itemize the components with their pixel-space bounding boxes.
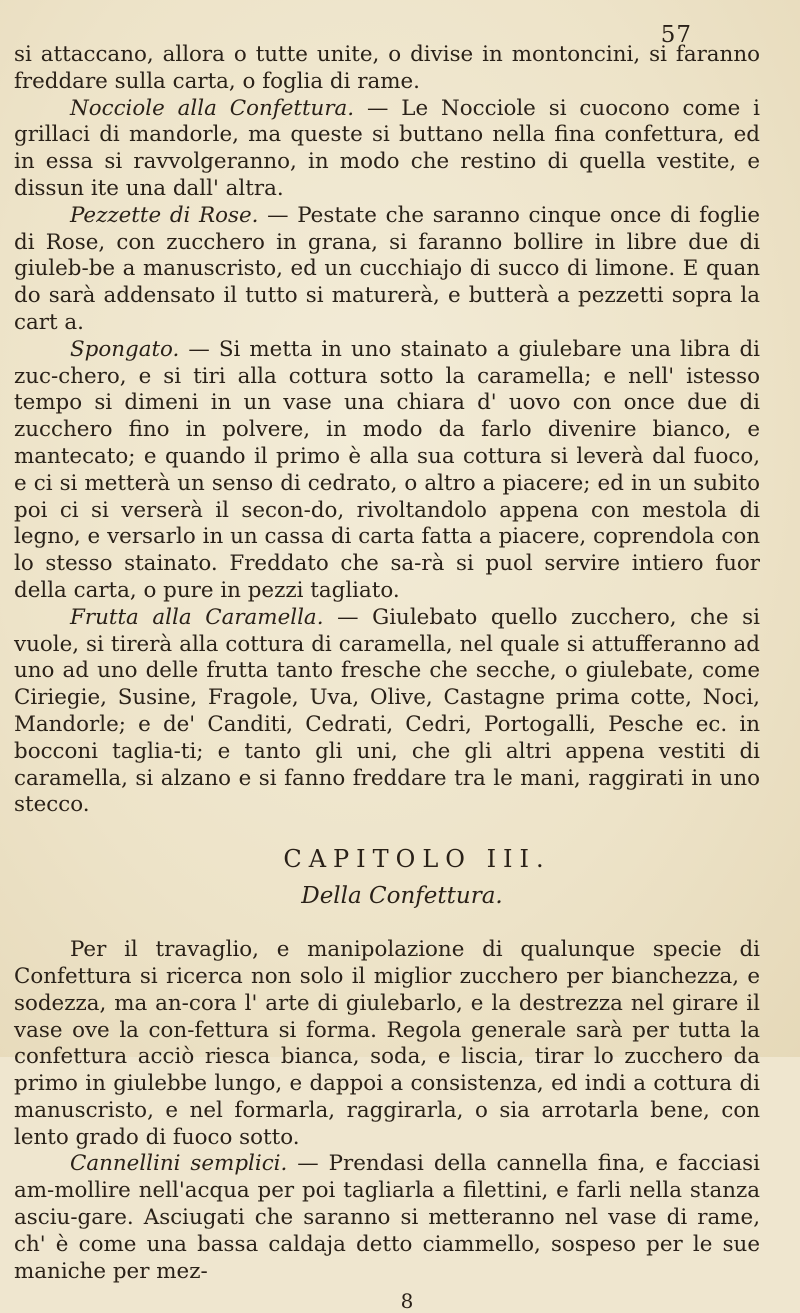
paragraph-text: si attaccano, allora o tutte unite, o divise in montoncini, si faranno freddare sulla carta, o foglia di rame. xyxy=(14,42,760,94)
paragraph-nocciole xyxy=(14,96,760,203)
recipe-heading: Pezzette di Rose. xyxy=(70,202,259,228)
paragraph-cannellini xyxy=(14,1151,760,1285)
paragraph-text: — Prendasi della cannella fina, e facciasi am-mollire nell'acqua per poi tagliarla a filettini, e farli nella stanza asciu-gare. Asciugati che saranno si metteranno nel vase di rame, ch' è come una bassa caldaja detto ciammello, sospeso per le sue maniche per mez- xyxy=(14,1151,760,1284)
recipe-heading: Spongato. xyxy=(70,336,180,362)
recipe-heading: Nocciole alla Confettura. xyxy=(70,95,355,121)
paragraph-frutta xyxy=(14,605,760,819)
paragraph-text: — Le Nocciole si cuocono come i grillaci di mandorle, ma queste si buttano nella fina confettura, ed in essa si ravvolgeranno, in modo che restino di quella vestite, e dissun ite una dall' altra. xyxy=(14,95,761,201)
signature-mark: 8 xyxy=(400,1289,414,1313)
paragraph-text: — Giulebato quello zucchero, che si vuole, si tirerà alla cottura di caramella, nel quale si attufferanno ad uno ad uno delle frutta tanto fresche che secche, o giulebate, come Ciriegie, Susine, Fragole, Uva, Olive, Castagne prima cotte, Noci, Mandorle; e de' Canditi, Cedrati, Cedri, Portogalli, Pesche ec. in bocconi taglia-ti; e tanto gli uni, che gli altri appena vestiti di caramella, si alzano e si fanno freddare tra le mani, raggirati in uno stecco. xyxy=(14,604,760,818)
chapter-title: CAPITOLO III. xyxy=(283,845,551,874)
recipe-heading: Cannellini semplici. xyxy=(70,1151,288,1177)
text-block-bottom xyxy=(14,937,760,1285)
recipe-heading: Frutta alla Caramella. xyxy=(70,604,324,630)
text-block-top xyxy=(14,42,760,819)
page-number: 57 xyxy=(660,22,692,48)
paragraph-text: — Si metta in uno stainato a giulebare una libra di zuc-chero, e si tiri alla cottura sotto la caramella; e nell' istesso tempo si dimeni in un vase una chiara d' uovo con once due di zucchero fino in polvere, in modo da farlo divenire bianco, e mantecato; e quando il primo è alla sua cottura si leverà dal fuoco, e ci si metterà un senso di cedrato, o altro a piacere; ed in un subito poi ci si verserà il secon-do, rivoltandolo appena con mestola di legno, e versarlo in un cassa di carta fatta a piacere, coprendola con lo stesso stainato. Freddato che sa-rà si puol servire intiero fuor della carta, o pure in pezzi tagliato. xyxy=(14,336,760,603)
paragraph-spongato xyxy=(14,337,760,605)
paragraph-text: Per il travaglio, e manipolazione di qualunque specie di Confettura si ricerca non solo il miglior zucchero per bianchezza, e sodezza, ma an-cora l' arte di giulebarlo, e la destrezza nel girare il vase ove la con-fettura si forma. Regola generale sarà per tutta la confettura acciò riesca bianca, soda, e liscia, tirar lo zucchero da primo in giulebbe lungo, e dappoi a consistenza, ed indi a cottura di manuscristo, e nel formarla, raggirarla, o sia arrotarla bene, con lento grado di fuoco sotto. xyxy=(14,937,760,1150)
chapter-subtitle: Della Confettura. xyxy=(301,883,503,910)
paragraph-0 xyxy=(14,42,760,96)
paragraph-pezzette xyxy=(14,203,760,337)
paragraph-intro xyxy=(14,937,760,1151)
paragraph-text: — Pestate che saranno cinque once di foglie di Rose, con zucchero in grana, si faranno bollire in libre due di giuleb-be a manuscristo, ed un cucchiajo di succo di limone. E quan do sarà addensato il tutto si maturerà, e butterà a pezzetti sopra la cart a. xyxy=(14,202,760,335)
